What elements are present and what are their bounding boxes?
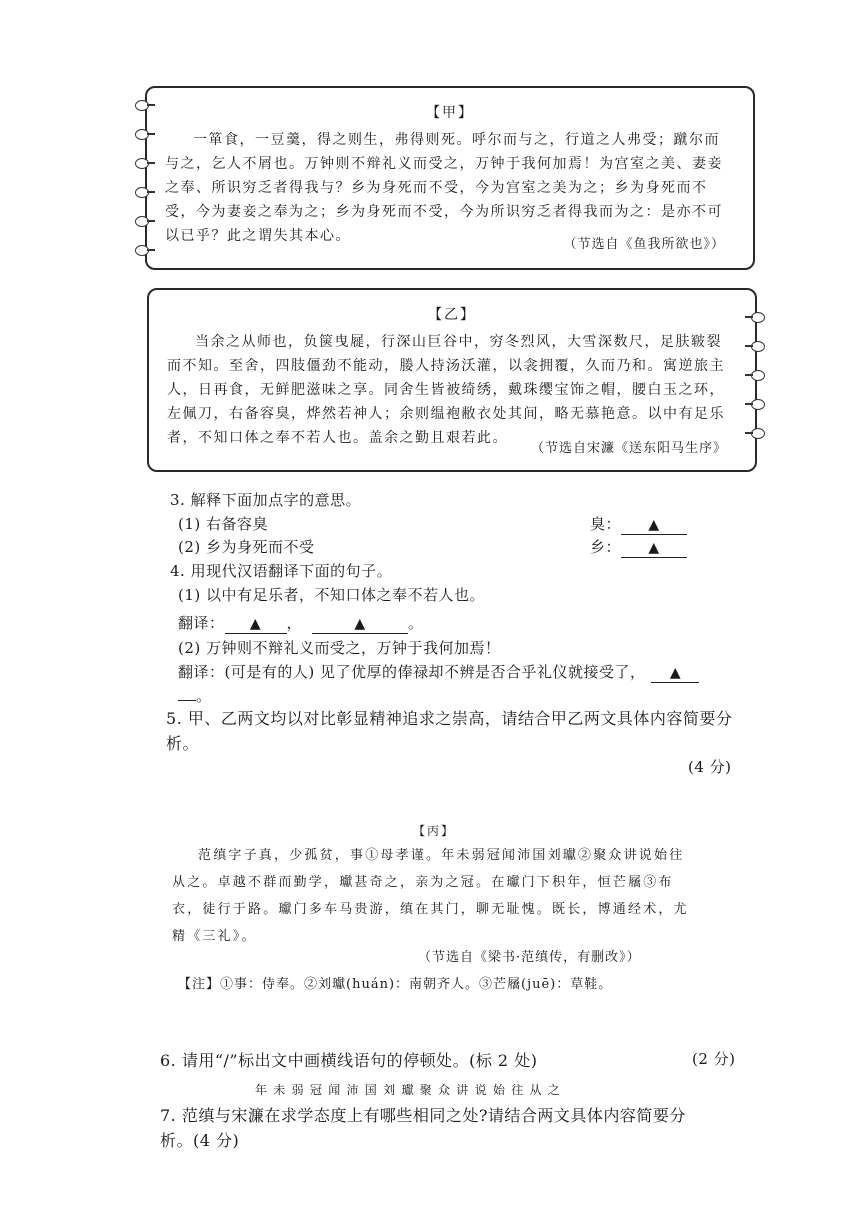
passage-title-jia: 【甲】 <box>426 105 474 121</box>
q4-trans-label: 翻译： <box>178 614 225 632</box>
triangle-icon: ▲ <box>648 517 660 533</box>
q7-line1: 7. 范缜与宋濂在求学态度上有哪些相同之处?请结合两文具体内容简要分 <box>160 1106 686 1125</box>
q4-trans2-text: 翻译：(可是有的人) 见了优厚的俸禄却不辨是否合乎礼仪就接受了， <box>178 663 646 681</box>
ring-icon <box>751 428 765 439</box>
passage-title-yi: 【乙】 <box>428 307 476 323</box>
ring-icon <box>135 245 149 256</box>
q4-translation2 <box>178 661 699 683</box>
ring-icon <box>135 216 149 227</box>
triangle-icon: ▲ <box>354 616 366 632</box>
q6-score: (2 分) <box>692 1050 736 1068</box>
passage-title-bing: 【丙】 <box>412 824 455 838</box>
q7-line2: 析。(4 分) <box>160 1131 240 1150</box>
passage-note-bing: 【注】①事：侍奉。②刘瓛(huán)：南朝齐人。③芒屩(juē)：草鞋。 <box>178 977 613 992</box>
passage-box-yi <box>147 288 757 472</box>
q3-item2: (2) 乡为身死而不受 <box>178 538 315 556</box>
q5-line1: 5. 甲、乙两文均以对比彰显精神追求之崇高，请结合甲乙两文具体内容简要分 <box>166 709 733 728</box>
passage-text-bing: 范缜字子真，少孤贫，事①母孝谨。年未弱冠闻沛国刘瓛②聚众讲说始往从之。卓越不群而勤学，瓛甚奇之，亲为之冠。在瓛门下积年，恒芒屩③布衣，徒行于路。瓛门多车马贵游，缜在其门，聊无耻愧。既长，博通经术，尤精《三礼》。 <box>172 848 689 944</box>
passage-text-jia: 一箪食，一豆羹，得之则生，弗得则死。呼尔而与之，行道之人弗受；蹴尔而与之，乞人不屑也。万钟则不辩礼义而受之，万钟于我何加焉！为宫室之美、妻妾之奉、所识穷乏者得我与？乡为身死而不受，今为宫室之美为之；乡为身死而不受，今为妻妾之奉为之；乡为身死而不受，今为所识穷乏者得我而为之：是亦不可以已乎？此之谓失其本心。 <box>165 132 723 244</box>
q4-period-2: 。 <box>196 687 212 705</box>
q3-answer1-label: 臭： <box>590 515 622 533</box>
ring-icon <box>751 399 765 410</box>
binder-rings-left <box>135 100 151 274</box>
q3-item1: (1) 右备容臭 <box>178 515 269 533</box>
q6-stem: 6. 请用“/”标出文中画横线语句的停顿处。(标 2 处) <box>160 1051 538 1070</box>
triangle-icon: ▲ <box>669 665 682 681</box>
q3-answer2-label: 乡： <box>590 538 622 556</box>
q4-translation1 <box>178 612 424 634</box>
passage-source-yi: （节选自宋濂《送东阳马生序》 <box>530 441 727 456</box>
answer-blank[interactable] <box>621 541 687 558</box>
q3-answer2 <box>590 536 687 558</box>
passage-text-yi: 当余之从师也，负箧曳屣，行深山巨谷中，穷冬烈风，大雪深数尺，足肤皲裂而不知。至舍，四肢僵劲不能动，媵人持汤沃灌，以衾拥覆，久而乃和。寓逆旅主人，日再食，无鲜肥滋味之享。同舍生皆被绮绣，戴珠缨宝饰之帽，腰白玉之环，左佩刀，右备容臭，烨然若神人；余则缊袍敝衣处其间，略无慕艳意。以中有足乐者，不知口体之奉不若人也。盖余之勤且艰若此。 <box>167 334 725 446</box>
q3-answer1 <box>590 513 687 535</box>
triangle-icon: ▲ <box>648 540 660 556</box>
binder-rings-right <box>751 312 767 457</box>
answer-blank[interactable] <box>225 617 287 634</box>
q5-line2: 析。 <box>166 734 200 753</box>
q4-stem: 4. 用现代汉语翻译下面的句子。 <box>170 562 393 580</box>
triangle-icon: ▲ <box>249 616 262 632</box>
ring-icon <box>135 187 149 198</box>
ring-icon <box>135 158 149 169</box>
ring-icon <box>751 341 765 352</box>
q3-stem: 3. 解释下面加点字的意思。 <box>170 491 362 509</box>
ring-icon <box>135 100 149 111</box>
answer-blank[interactable] <box>651 666 699 683</box>
answer-blank-tail[interactable] <box>178 684 196 701</box>
q5-score: (4 分) <box>688 758 732 776</box>
q4-period: 。 <box>408 614 424 632</box>
q4-item1: (1) 以中有足乐者，不知口体之奉不若人也。 <box>178 586 486 604</box>
q6-sentence: 年未弱冠闻沛国刘瓛聚众讲说始往从之 <box>255 1083 567 1097</box>
passage-source-bing: （节选自《梁书·范缜传，有删改》） <box>418 950 641 965</box>
ring-icon <box>135 129 149 140</box>
q4-translation2-tail <box>178 684 212 706</box>
answer-blank[interactable] <box>621 518 687 535</box>
answer-blank[interactable] <box>312 617 408 634</box>
q4-comma: ， <box>286 614 303 632</box>
passage-source-jia: （节选自《鱼我所欲也》） <box>563 237 725 252</box>
passage-box-jia <box>145 86 755 270</box>
ring-icon <box>751 370 765 381</box>
q4-item2: (2) 万钟则不辩礼义而受之，万钟于我何加焉！ <box>178 639 501 657</box>
ring-icon <box>751 312 765 323</box>
